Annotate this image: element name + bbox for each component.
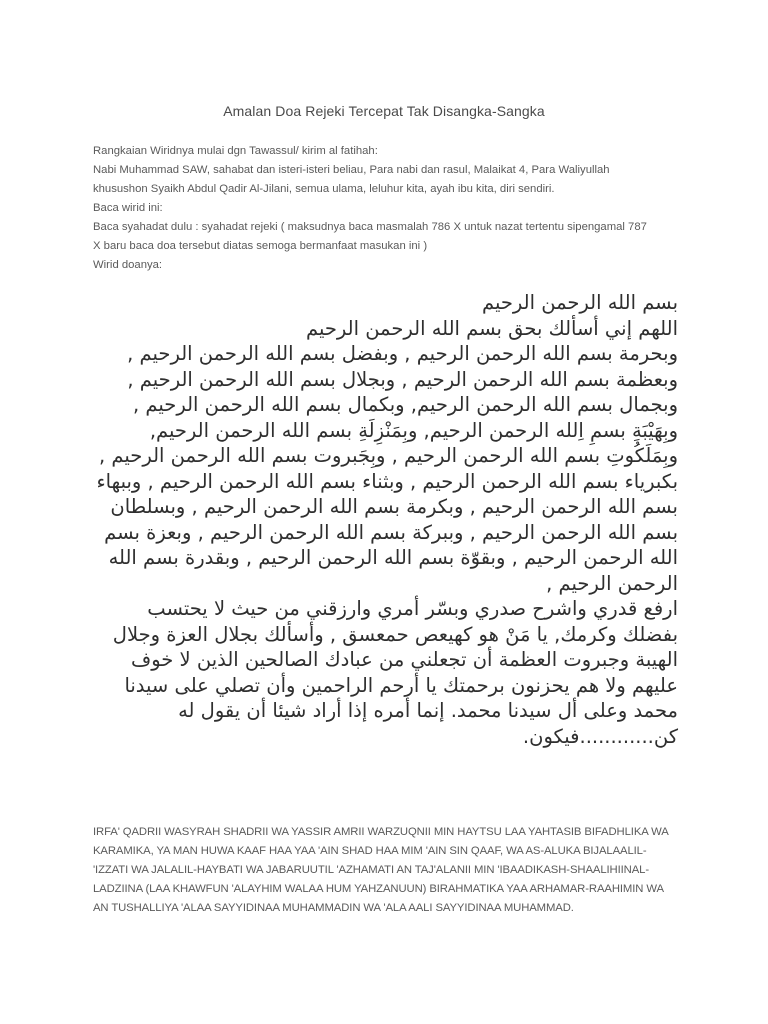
arabic-invocations: وبحرمة بسم الله الرحمن الرحيم , وبفضل بسم الله الرحمن الرحيم , وبعظمة بسم الله الرحمن الرحيم , وبجلال بسم الله الرحمن الرحيم , وبجمال بسم الله الرحمن الرحيم, وبكمال بسم الله الرحمن الرحيم , وبِهَيْبَةِ بسمِ اِلله الرحمن الرحيم, وبِمَنْزِلَةِ بسم الله الرحمن الرحيم, وبِمَلَكُوتِ بسم الله الرحمن الرحيم , وبِجَبروت بسم الله الرحمن الرحيم , بكبرياء بسم الله الرحمن الرحيم , وبثناء بسم الله الرحمن الرحيم , وببهاء بسم الله الرحمن الرحيم , وبكرمة بسم الله الرحمن الرحيم , وبسلطان بسم الله الرحمن الرحيم , وببركة بسم الله الرحمن الرحيم , وبعزة بسم الله الرحمن الرحيم , وبقوّة بسم الله الرحمن الرحيم , وبقدرة بسم الله الرحمن الرحيم , — [96, 342, 678, 595]
arabic-supplication: ارفع قدري واشرح صدري وبسّر أمري وارزقني من حيث لا يحتسب بفضلك وكرمك, يا مَنْ هو كهيعص حمعسق , وأسألك بجلال العزة وجلال الهيبة وجبروت العظمة أن تجعلني من عبادك الصالحين الذين لا خوف عليهم ولا هم يحزنون برحمتك يا أرحم الراحمين وأن تصلي على سيدنا محمد وعلى أل سيدنا محمد. إنما أمره إذا أراد شيئا أن يقول له كن............فيكون. — [112, 597, 678, 748]
intro-line-wirid-doa: Wirid doanya: — [93, 259, 163, 271]
arabic-opening: اللهم إني أسألك بحق بسم الله الرحمن الرحيم — [305, 316, 678, 340]
arabic-basmala: بسم الله الرحمن الرحيم — [482, 291, 678, 314]
transliteration-text: IRFA' QADRII WASYRAH SHADRII WA YASSIR AMRII WARZUQNII MIN HAYTSU LAA YAHTASIB BIFADHLIKA WA KARAMIKA, YA MAN HUWA KAAF HAA YAA 'AIN SHAD HAA MIM 'AIN SIN QAAF, WA AS-ALUKA BIJALAALIL-'IZZATI WA JALALIL-HAYBATI WA JABARUUTIL 'AZHAMATI AN TAJ'ALANII MIN 'IBAADIKASH-SHAALIHIINAL-LADZIINA (LAA KHAWFUN 'ALAYHIM WALAA HUM YAHZANUUN) BIRAHMATIKA YAA ARHAMAR-RAAHIMIN WA AN TUSHALLIYA 'ALAA SAYYIDINAA MUHAMMADIN WA 'ALA AALI SAYYIDINAA MUHAMMAD. — [93, 826, 669, 914]
document-title: Amalan Doa Rejeki Tercepat Tak Disangka-Sangka — [223, 103, 545, 119]
intro-line-syahadat: Baca syahadat dulu : syahadat rejeki ( maksudnya baca masmalah 786 X untuk nazat tertentu sipengamal 787 X baru baca doa tersebut diatas semoga bermanfaat masukan ini ) — [93, 221, 647, 252]
intro-line-baca-wirid: Baca wirid ini: — [93, 202, 163, 214]
intro-text — [93, 142, 653, 275]
arabic-prayer — [90, 290, 678, 749]
intro-line-tawassul: Rangkaian Wiridnya mulai dgn Tawassul/ kirim al fatihah: — [93, 145, 378, 157]
intro-line-recipients: Nabi Muhammad SAW, sahabat dan isteri-isteri beliau, Para nabi dan rasul, Malaikat 4, Para Waliyullah khusushon Syaikh Abdul Qadir Al-Jilani, semua ulama, leluhur kita, ayah ibu kita, diri sendiri. — [93, 164, 610, 195]
